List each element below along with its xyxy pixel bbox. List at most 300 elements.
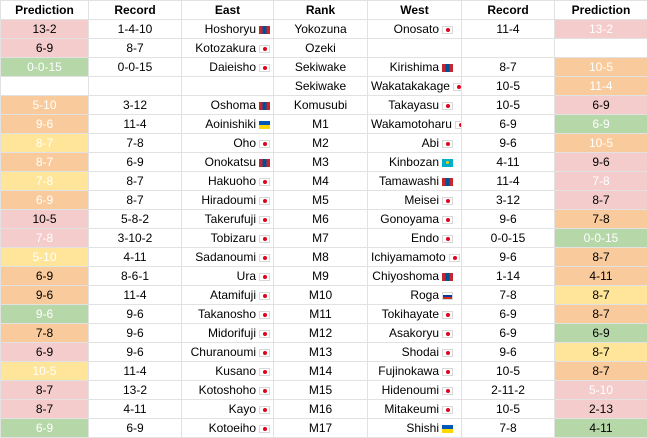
east-wrestler-cell-text: Atamifuji bbox=[210, 288, 256, 302]
prediction-left-cell[interactable] bbox=[1, 267, 89, 286]
prediction-right-cell-text: 0-0-15 bbox=[584, 231, 619, 245]
rank-cell[interactable] bbox=[274, 324, 368, 343]
record-right-cell[interactable] bbox=[462, 153, 555, 172]
table-row bbox=[1, 362, 647, 381]
record-right-cell[interactable] bbox=[462, 381, 555, 400]
table-body bbox=[1, 20, 647, 438]
record-left-cell-text: 11-4 bbox=[123, 117, 146, 131]
west-wrestler-cell[interactable] bbox=[368, 20, 462, 39]
rank-cell[interactable] bbox=[274, 248, 368, 267]
record-right-cell[interactable] bbox=[462, 248, 555, 267]
prediction-left-cell[interactable] bbox=[1, 400, 89, 419]
record-right-cell-text: 2-11-2 bbox=[491, 383, 525, 397]
west-wrestler-cell[interactable] bbox=[368, 115, 462, 134]
record-right-cell-text: 6-9 bbox=[499, 326, 516, 340]
record-right-cell[interactable] bbox=[462, 191, 555, 210]
header-west[interactable]: West bbox=[368, 1, 462, 20]
japan-flag-icon bbox=[442, 140, 453, 148]
prediction-left-cell[interactable] bbox=[1, 248, 89, 267]
west-wrestler-cell-text: Kirishima bbox=[390, 60, 439, 74]
rank-cell-text: M13 bbox=[309, 345, 332, 359]
west-wrestler-cell-text: Takayasu bbox=[388, 98, 439, 112]
east-wrestler-cell[interactable] bbox=[182, 134, 274, 153]
prediction-left-cell[interactable] bbox=[1, 229, 89, 248]
prediction-right-cell[interactable] bbox=[555, 286, 647, 305]
prediction-left-cell[interactable] bbox=[1, 96, 89, 115]
prediction-left-cell-text: 0-0-15 bbox=[27, 60, 62, 74]
prediction-left-cell-text: 6-9 bbox=[36, 345, 53, 359]
record-right-cell[interactable] bbox=[462, 58, 555, 77]
west-wrestler-cell-text: Chiyoshoma bbox=[372, 269, 439, 283]
prediction-right-cell[interactable] bbox=[555, 400, 647, 419]
record-left-cell[interactable] bbox=[89, 39, 182, 58]
record-left-cell[interactable] bbox=[89, 77, 182, 96]
west-wrestler-cell[interactable] bbox=[368, 324, 462, 343]
prediction-right-cell-text: 5-10 bbox=[589, 383, 613, 397]
rank-cell[interactable] bbox=[274, 134, 368, 153]
prediction-right-cell[interactable] bbox=[555, 267, 647, 286]
prediction-right-cell[interactable] bbox=[555, 96, 647, 115]
east-wrestler-cell-text: Oho bbox=[233, 136, 256, 150]
record-right-cell-text: 3-12 bbox=[496, 193, 520, 207]
prediction-left-cell[interactable] bbox=[1, 343, 89, 362]
west-wrestler-cell-text: Shishi bbox=[406, 421, 439, 435]
west-wrestler-cell-text: Gonoyama bbox=[380, 212, 439, 226]
record-right-cell[interactable] bbox=[462, 343, 555, 362]
east-wrestler-cell-text: Takerufuji bbox=[205, 212, 256, 226]
record-left-cell[interactable] bbox=[89, 267, 182, 286]
rank-cell[interactable] bbox=[274, 381, 368, 400]
prediction-right-cell-text: 8-7 bbox=[592, 250, 609, 264]
record-right-cell[interactable] bbox=[462, 324, 555, 343]
prediction-right-cell-text: 13-2 bbox=[589, 22, 613, 36]
record-left-cell-text: 6-9 bbox=[126, 421, 143, 435]
header-east[interactable]: East bbox=[182, 1, 274, 20]
japan-flag-icon bbox=[442, 349, 453, 357]
rank-cell-text: Sekiwake bbox=[295, 79, 346, 93]
rank-cell-text: M16 bbox=[309, 402, 332, 416]
record-left-cell[interactable] bbox=[89, 343, 182, 362]
prediction-left-cell[interactable] bbox=[1, 153, 89, 172]
prediction-left-cell-text: 6-9 bbox=[36, 269, 53, 283]
record-right-cell-text: 10-5 bbox=[496, 79, 520, 93]
west-wrestler-cell-text: Wakatakakage bbox=[371, 79, 450, 93]
east-wrestler-cell[interactable] bbox=[182, 400, 274, 419]
east-wrestler-cell-text: Sadanoumi bbox=[195, 250, 256, 264]
prediction-right-cell[interactable] bbox=[555, 381, 647, 400]
rank-cell[interactable] bbox=[274, 153, 368, 172]
west-wrestler-cell-text: Kinbozan bbox=[389, 155, 439, 169]
record-left-cell-text: 8-7 bbox=[126, 41, 143, 55]
prediction-left-cell[interactable] bbox=[1, 172, 89, 191]
prediction-left-cell[interactable] bbox=[1, 305, 89, 324]
rank-cell[interactable] bbox=[274, 362, 368, 381]
table-row bbox=[1, 381, 647, 400]
rank-cell[interactable] bbox=[274, 20, 368, 39]
record-right-cell[interactable] bbox=[462, 96, 555, 115]
ukraine-flag-icon bbox=[259, 121, 270, 129]
record-left-cell-text: 8-6-1 bbox=[121, 269, 149, 283]
record-right-cell-text: 8-7 bbox=[499, 60, 516, 74]
west-wrestler-cell[interactable] bbox=[368, 267, 462, 286]
record-left-cell[interactable] bbox=[89, 20, 182, 39]
record-left-cell-text: 13-2 bbox=[123, 383, 147, 397]
rank-cell[interactable] bbox=[274, 115, 368, 134]
east-wrestler-cell[interactable] bbox=[182, 77, 274, 96]
prediction-right-cell-text: 6-9 bbox=[592, 326, 609, 340]
rank-cell[interactable] bbox=[274, 77, 368, 96]
west-wrestler-cell[interactable] bbox=[368, 248, 462, 267]
rank-cell[interactable] bbox=[274, 305, 368, 324]
prediction-left-cell-text: 10-5 bbox=[32, 364, 56, 378]
record-right-cell[interactable] bbox=[462, 229, 555, 248]
west-wrestler-cell[interactable] bbox=[368, 286, 462, 305]
prediction-right-cell-text: 10-5 bbox=[589, 136, 613, 150]
east-wrestler-cell[interactable] bbox=[182, 286, 274, 305]
west-wrestler-cell[interactable] bbox=[368, 134, 462, 153]
prediction-right-cell[interactable] bbox=[555, 20, 647, 39]
record-left-cell-text: 7-8 bbox=[126, 136, 143, 150]
record-right-cell[interactable] bbox=[462, 400, 555, 419]
record-left-cell-text: 8-7 bbox=[126, 193, 143, 207]
west-wrestler-cell-text: Hidenoumi bbox=[382, 383, 439, 397]
prediction-right-cell[interactable] bbox=[555, 134, 647, 153]
prediction-right-cell[interactable] bbox=[555, 362, 647, 381]
prediction-right-cell[interactable] bbox=[555, 58, 647, 77]
record-left-cell-text: 9-6 bbox=[126, 345, 143, 359]
record-left-cell[interactable] bbox=[89, 58, 182, 77]
record-right-cell-text: 0-0-15 bbox=[491, 231, 526, 245]
west-wrestler-cell[interactable] bbox=[368, 39, 462, 58]
rank-cell[interactable] bbox=[274, 191, 368, 210]
rank-cell-text: M9 bbox=[312, 269, 329, 283]
record-left-cell[interactable] bbox=[89, 229, 182, 248]
record-left-cell-text: 9-6 bbox=[126, 326, 143, 340]
prediction-left-cell[interactable] bbox=[1, 362, 89, 381]
record-right-cell[interactable] bbox=[462, 305, 555, 324]
rank-cell-text: M2 bbox=[312, 136, 329, 150]
west-wrestler-cell[interactable] bbox=[368, 172, 462, 191]
japan-flag-icon bbox=[442, 197, 453, 205]
prediction-left-cell[interactable] bbox=[1, 39, 89, 58]
prediction-left-cell[interactable] bbox=[1, 77, 89, 96]
prediction-right-cell-text: 10-5 bbox=[589, 60, 613, 74]
west-wrestler-cell-text: Fujinokawa bbox=[378, 364, 439, 378]
prediction-right-cell-text: 4-11 bbox=[589, 421, 612, 435]
east-wrestler-cell[interactable] bbox=[182, 191, 274, 210]
record-left-cell[interactable] bbox=[89, 324, 182, 343]
japan-flag-icon bbox=[442, 311, 453, 319]
record-left-cell[interactable] bbox=[89, 286, 182, 305]
east-wrestler-cell[interactable] bbox=[182, 210, 274, 229]
rank-cell-text: M10 bbox=[309, 288, 332, 302]
west-wrestler-cell-text: Wakamotoharu bbox=[371, 117, 452, 131]
mongolia-flag-icon bbox=[259, 159, 270, 167]
japan-flag-icon bbox=[259, 425, 270, 433]
east-wrestler-cell-text: Oshoma bbox=[211, 98, 256, 112]
prediction-right-cell-text: 8-7 bbox=[592, 345, 609, 359]
prediction-left-cell[interactable] bbox=[1, 134, 89, 153]
russia-flag-icon bbox=[442, 292, 453, 300]
east-wrestler-cell-text: Midorifuji bbox=[208, 326, 256, 340]
prediction-right-cell[interactable] bbox=[555, 39, 647, 58]
west-wrestler-cell[interactable] bbox=[368, 305, 462, 324]
rank-cell[interactable] bbox=[274, 58, 368, 77]
japan-flag-icon bbox=[259, 254, 270, 262]
table-row bbox=[1, 77, 647, 96]
mongolia-flag-icon bbox=[442, 64, 453, 72]
east-wrestler-cell-text: Hiradoumi bbox=[201, 193, 256, 207]
record-right-cell-text: 10-5 bbox=[496, 98, 520, 112]
west-wrestler-cell-text: Ichiyamamoto bbox=[371, 250, 446, 264]
table-row bbox=[1, 210, 647, 229]
japan-flag-icon bbox=[455, 121, 462, 129]
prediction-left-cell-text: 7-8 bbox=[36, 326, 53, 340]
prediction-right-cell[interactable] bbox=[555, 191, 647, 210]
prediction-left-cell-text: 5-10 bbox=[32, 250, 56, 264]
record-right-cell-text: 1-14 bbox=[496, 269, 520, 283]
prediction-right-cell-text: 11-4 bbox=[589, 79, 612, 93]
record-left-cell[interactable] bbox=[89, 210, 182, 229]
prediction-left-cell[interactable] bbox=[1, 381, 89, 400]
record-right-cell[interactable] bbox=[462, 362, 555, 381]
table-row bbox=[1, 20, 647, 39]
prediction-right-cell[interactable] bbox=[555, 172, 647, 191]
prediction-right-cell-text: 8-7 bbox=[592, 364, 609, 378]
japan-flag-icon bbox=[259, 273, 270, 281]
japan-flag-icon bbox=[259, 368, 270, 376]
record-right-cell[interactable] bbox=[462, 286, 555, 305]
record-right-cell-text: 6-9 bbox=[499, 307, 516, 321]
east-wrestler-cell[interactable] bbox=[182, 362, 274, 381]
rank-cell[interactable] bbox=[274, 39, 368, 58]
record-right-cell[interactable] bbox=[462, 134, 555, 153]
mongolia-flag-icon bbox=[259, 26, 270, 34]
table-row bbox=[1, 324, 647, 343]
rank-cell[interactable] bbox=[274, 210, 368, 229]
header-record-left[interactable]: Record bbox=[89, 1, 182, 20]
prediction-left-cell-text: 5-10 bbox=[32, 98, 56, 112]
record-left-cell[interactable] bbox=[89, 191, 182, 210]
japan-flag-icon bbox=[442, 216, 453, 224]
japan-flag-icon bbox=[259, 292, 270, 300]
japan-flag-icon bbox=[259, 235, 270, 243]
rank-cell-text: M12 bbox=[309, 326, 332, 340]
record-left-cell[interactable] bbox=[89, 96, 182, 115]
east-wrestler-cell-text: Churanoumi bbox=[191, 345, 256, 359]
prediction-right-cell[interactable] bbox=[555, 229, 647, 248]
prediction-left-cell[interactable] bbox=[1, 20, 89, 39]
west-wrestler-cell[interactable] bbox=[368, 58, 462, 77]
japan-flag-icon bbox=[259, 311, 270, 319]
record-right-cell-text: 9-6 bbox=[499, 136, 516, 150]
east-wrestler-cell-text: Kotoshoho bbox=[199, 383, 256, 397]
record-left-cell-text: 4-11 bbox=[123, 250, 146, 264]
prediction-right-cell[interactable] bbox=[555, 115, 647, 134]
prediction-left-cell[interactable] bbox=[1, 58, 89, 77]
japan-flag-icon bbox=[259, 349, 270, 357]
japan-flag-icon bbox=[259, 64, 270, 72]
record-right-cell[interactable] bbox=[462, 172, 555, 191]
table-row bbox=[1, 96, 647, 115]
prediction-right-cell[interactable] bbox=[555, 305, 647, 324]
japan-flag-icon bbox=[442, 368, 453, 376]
prediction-right-cell[interactable] bbox=[555, 324, 647, 343]
east-wrestler-cell-text: Kotozakura bbox=[195, 41, 256, 55]
prediction-left-cell-text: 8-7 bbox=[36, 402, 53, 416]
east-wrestler-cell[interactable] bbox=[182, 343, 274, 362]
rank-cell-text: M8 bbox=[312, 250, 329, 264]
east-wrestler-cell[interactable] bbox=[182, 115, 274, 134]
prediction-left-cell[interactable] bbox=[1, 115, 89, 134]
prediction-right-cell[interactable] bbox=[555, 343, 647, 362]
japan-flag-icon bbox=[449, 254, 460, 262]
record-right-cell-text: 6-9 bbox=[499, 117, 516, 131]
rank-cell[interactable] bbox=[274, 267, 368, 286]
record-left-cell-text: 11-4 bbox=[123, 288, 146, 302]
record-left-cell[interactable] bbox=[89, 172, 182, 191]
west-wrestler-cell[interactable] bbox=[368, 153, 462, 172]
rank-cell[interactable] bbox=[274, 229, 368, 248]
japan-flag-icon bbox=[259, 140, 270, 148]
japan-flag-icon bbox=[259, 387, 270, 395]
record-right-cell-text: 10-5 bbox=[496, 364, 520, 378]
east-wrestler-cell[interactable] bbox=[182, 96, 274, 115]
west-wrestler-cell[interactable] bbox=[368, 77, 462, 96]
east-wrestler-cell[interactable] bbox=[182, 229, 274, 248]
east-wrestler-cell[interactable] bbox=[182, 305, 274, 324]
east-wrestler-cell[interactable] bbox=[182, 20, 274, 39]
prediction-left-cell[interactable] bbox=[1, 191, 89, 210]
header-prediction-left[interactable]: Prediction bbox=[1, 1, 89, 20]
mongolia-flag-icon bbox=[259, 102, 270, 110]
japan-flag-icon bbox=[442, 102, 453, 110]
record-left-cell[interactable] bbox=[89, 115, 182, 134]
rank-cell-text: M5 bbox=[312, 193, 329, 207]
east-wrestler-cell-text: Ura bbox=[237, 269, 256, 283]
record-right-cell-text: 7-8 bbox=[499, 421, 516, 435]
record-right-cell-text: 9-6 bbox=[499, 250, 516, 264]
record-left-cell[interactable] bbox=[89, 134, 182, 153]
record-right-cell[interactable] bbox=[462, 39, 555, 58]
table-row bbox=[1, 134, 647, 153]
rank-cell-text: Komusubi bbox=[294, 98, 347, 112]
east-wrestler-cell[interactable] bbox=[182, 58, 274, 77]
header-record-right[interactable]: Record bbox=[462, 1, 555, 20]
rank-cell-text: Sekiwake bbox=[295, 60, 346, 74]
prediction-left-cell-text: 6-9 bbox=[36, 193, 53, 207]
japan-flag-icon bbox=[259, 45, 270, 53]
header-rank[interactable]: Rank bbox=[274, 1, 368, 20]
prediction-left-cell-text: 6-9 bbox=[36, 41, 53, 55]
record-left-cell[interactable] bbox=[89, 400, 182, 419]
header-prediction-right[interactable]: Prediction bbox=[555, 1, 647, 20]
rank-cell-text: M14 bbox=[309, 364, 332, 378]
rank-cell-text: Ozeki bbox=[305, 41, 336, 55]
east-wrestler-cell[interactable] bbox=[182, 248, 274, 267]
prediction-left-cell-text: 8-7 bbox=[36, 155, 53, 169]
east-wrestler-cell[interactable] bbox=[182, 267, 274, 286]
prediction-left-cell-text: 9-6 bbox=[36, 288, 53, 302]
record-right-cell[interactable] bbox=[462, 20, 555, 39]
rank-cell-text: M4 bbox=[312, 174, 329, 188]
prediction-right-cell[interactable] bbox=[555, 210, 647, 229]
kazakhstan-flag-icon bbox=[442, 159, 453, 167]
prediction-right-cell-text: 9-6 bbox=[592, 155, 609, 169]
record-left-cell-text: 6-9 bbox=[126, 155, 143, 169]
east-wrestler-cell-text: Aoinishiki bbox=[205, 117, 256, 131]
record-left-cell[interactable] bbox=[89, 362, 182, 381]
record-left-cell[interactable] bbox=[89, 153, 182, 172]
rank-cell[interactable] bbox=[274, 286, 368, 305]
prediction-left-cell[interactable] bbox=[1, 286, 89, 305]
prediction-left-cell[interactable] bbox=[1, 210, 89, 229]
rank-cell[interactable] bbox=[274, 96, 368, 115]
table-row bbox=[1, 248, 647, 267]
rank-cell[interactable] bbox=[274, 172, 368, 191]
rank-cell[interactable] bbox=[274, 343, 368, 362]
west-wrestler-cell[interactable] bbox=[368, 381, 462, 400]
east-wrestler-cell[interactable] bbox=[182, 39, 274, 58]
table-row bbox=[1, 153, 647, 172]
west-wrestler-cell[interactable] bbox=[368, 400, 462, 419]
west-wrestler-cell[interactable] bbox=[368, 229, 462, 248]
east-wrestler-cell[interactable] bbox=[182, 324, 274, 343]
table-row bbox=[1, 191, 647, 210]
prediction-right-cell-text: 7-8 bbox=[592, 212, 609, 226]
east-wrestler-cell[interactable] bbox=[182, 381, 274, 400]
east-wrestler-cell[interactable] bbox=[182, 172, 274, 191]
east-wrestler-cell-text: Onokatsu bbox=[205, 155, 256, 169]
west-wrestler-cell-text: Abi bbox=[422, 136, 439, 150]
record-left-cell-text: 11-4 bbox=[123, 364, 146, 378]
prediction-right-cell[interactable] bbox=[555, 153, 647, 172]
east-wrestler-cell-text: Takanosho bbox=[198, 307, 256, 321]
west-wrestler-cell[interactable] bbox=[368, 362, 462, 381]
prediction-left-cell-text: 9-6 bbox=[36, 307, 53, 321]
west-wrestler-cell[interactable] bbox=[368, 191, 462, 210]
east-wrestler-cell-text: Kayo bbox=[229, 402, 256, 416]
rank-cell-text: M15 bbox=[309, 383, 332, 397]
record-right-cell[interactable] bbox=[462, 115, 555, 134]
west-wrestler-cell[interactable] bbox=[368, 343, 462, 362]
record-right-cell-text: 4-11 bbox=[496, 155, 519, 169]
west-wrestler-cell-text: Tokihayate bbox=[382, 307, 439, 321]
prediction-left-cell-text: 6-9 bbox=[36, 421, 53, 435]
record-right-cell[interactable] bbox=[462, 77, 555, 96]
record-left-cell[interactable] bbox=[89, 381, 182, 400]
rank-cell-text: M3 bbox=[312, 155, 329, 169]
east-wrestler-cell[interactable] bbox=[182, 153, 274, 172]
prediction-right-cell[interactable] bbox=[555, 248, 647, 267]
header-row bbox=[1, 1, 647, 20]
west-wrestler-cell-text: Tamawashi bbox=[379, 174, 439, 188]
record-left-cell[interactable] bbox=[89, 305, 182, 324]
west-wrestler-cell-text: Mitakeumi bbox=[384, 402, 439, 416]
prediction-right-cell[interactable] bbox=[555, 77, 647, 96]
prediction-right-cell-text: 8-7 bbox=[592, 193, 609, 207]
east-wrestler-cell-text: Daieisho bbox=[209, 60, 256, 74]
west-wrestler-cell[interactable] bbox=[368, 96, 462, 115]
table-row bbox=[1, 305, 647, 324]
west-wrestler-cell[interactable] bbox=[368, 210, 462, 229]
prediction-left-cell-text: 10-5 bbox=[32, 212, 56, 226]
record-right-cell[interactable] bbox=[462, 210, 555, 229]
prediction-left-cell[interactable] bbox=[1, 324, 89, 343]
record-right-cell[interactable] bbox=[462, 267, 555, 286]
rank-cell[interactable] bbox=[274, 400, 368, 419]
record-left-cell[interactable] bbox=[89, 248, 182, 267]
